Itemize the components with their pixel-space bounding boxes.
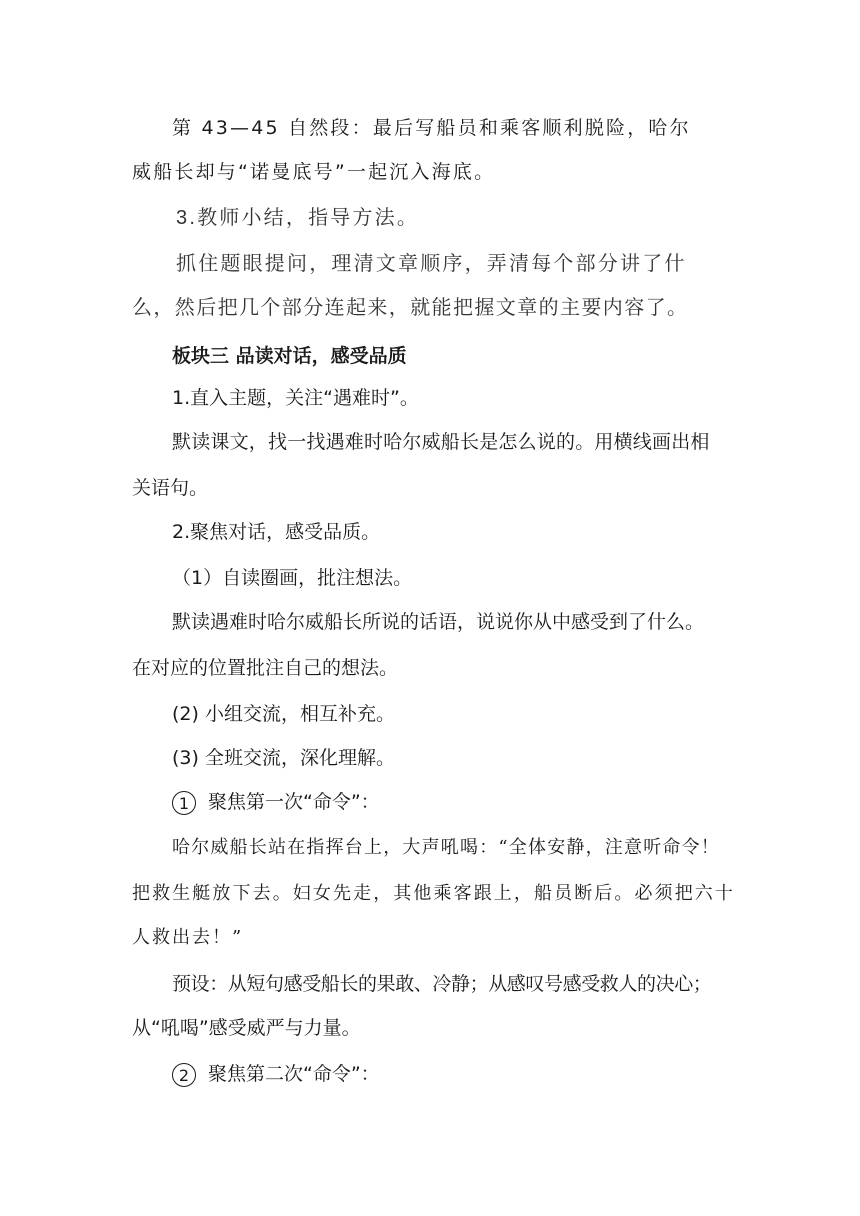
quote-line: 哈尔威船长站在指挥台上，大声吼喝：“全体安静，注意听命令！ (172, 837, 720, 858)
paragraph-line: 在对应的位置批注自己的想法。 (132, 657, 399, 679)
circled-number: 1 (172, 791, 196, 815)
focus-item-1 (172, 790, 732, 815)
paragraph-line: 抓住题眼提问，理清文章顺序，弄清每个部分讲了什 (176, 253, 687, 275)
step-heading: 3.教师小结，指导方法。 (176, 207, 420, 229)
focus-item-text: 聚焦第一次“命令”： (208, 791, 380, 813)
sub-item: (2) 小组交流，相互补充。 (172, 703, 395, 725)
section-heading: 板块三 品读对话，感受品质 (172, 345, 407, 367)
paragraph-line: 从“吼喝”感受威严与力量。 (132, 1017, 361, 1039)
paragraph-line: 关语句。 (132, 477, 209, 499)
paragraph-line: 么，然后把几个部分连起来，就能把握文章的主要内容了。 (132, 297, 689, 319)
focus-item-text: 聚焦第二次“命令”： (208, 1063, 380, 1085)
paragraph-line: 预设：从短句感受船长的果敢、冷静；从感叹号感受救人的决心； (172, 973, 712, 995)
sub-item: (3) 全班交流，深化理解。 (172, 747, 395, 769)
paragraph-line: 威船长却与“诺曼底号”一起沉入海底。 (132, 161, 496, 183)
paragraph-line: 默读课文，找一找遇难时哈尔威船长是怎么说的。用横线画出相 (172, 431, 710, 453)
focus-item-2 (172, 1062, 732, 1087)
circled-number: 2 (172, 1063, 196, 1087)
sub-item: （1）自读圈画，批注想法。 (172, 567, 413, 589)
paragraph-line: 第 43—45 自然段：最后写船员和乘客顺利脱险，哈尔 (172, 117, 691, 139)
subsection-heading: 1.直入主题，关注“遇难时”。 (172, 387, 419, 409)
quote-line: 把救生艇放下去。妇女先走，其他乘客跟上，船员断后。必须把六十 (132, 883, 735, 904)
subsection-heading: 2.聚焦对话，感受品质。 (172, 521, 381, 543)
quote-line: 人救出去！” (132, 927, 244, 948)
paragraph-line: 默读遇难时哈尔威船长所说的话语，说说你从中感受到了什么。 (172, 611, 705, 633)
